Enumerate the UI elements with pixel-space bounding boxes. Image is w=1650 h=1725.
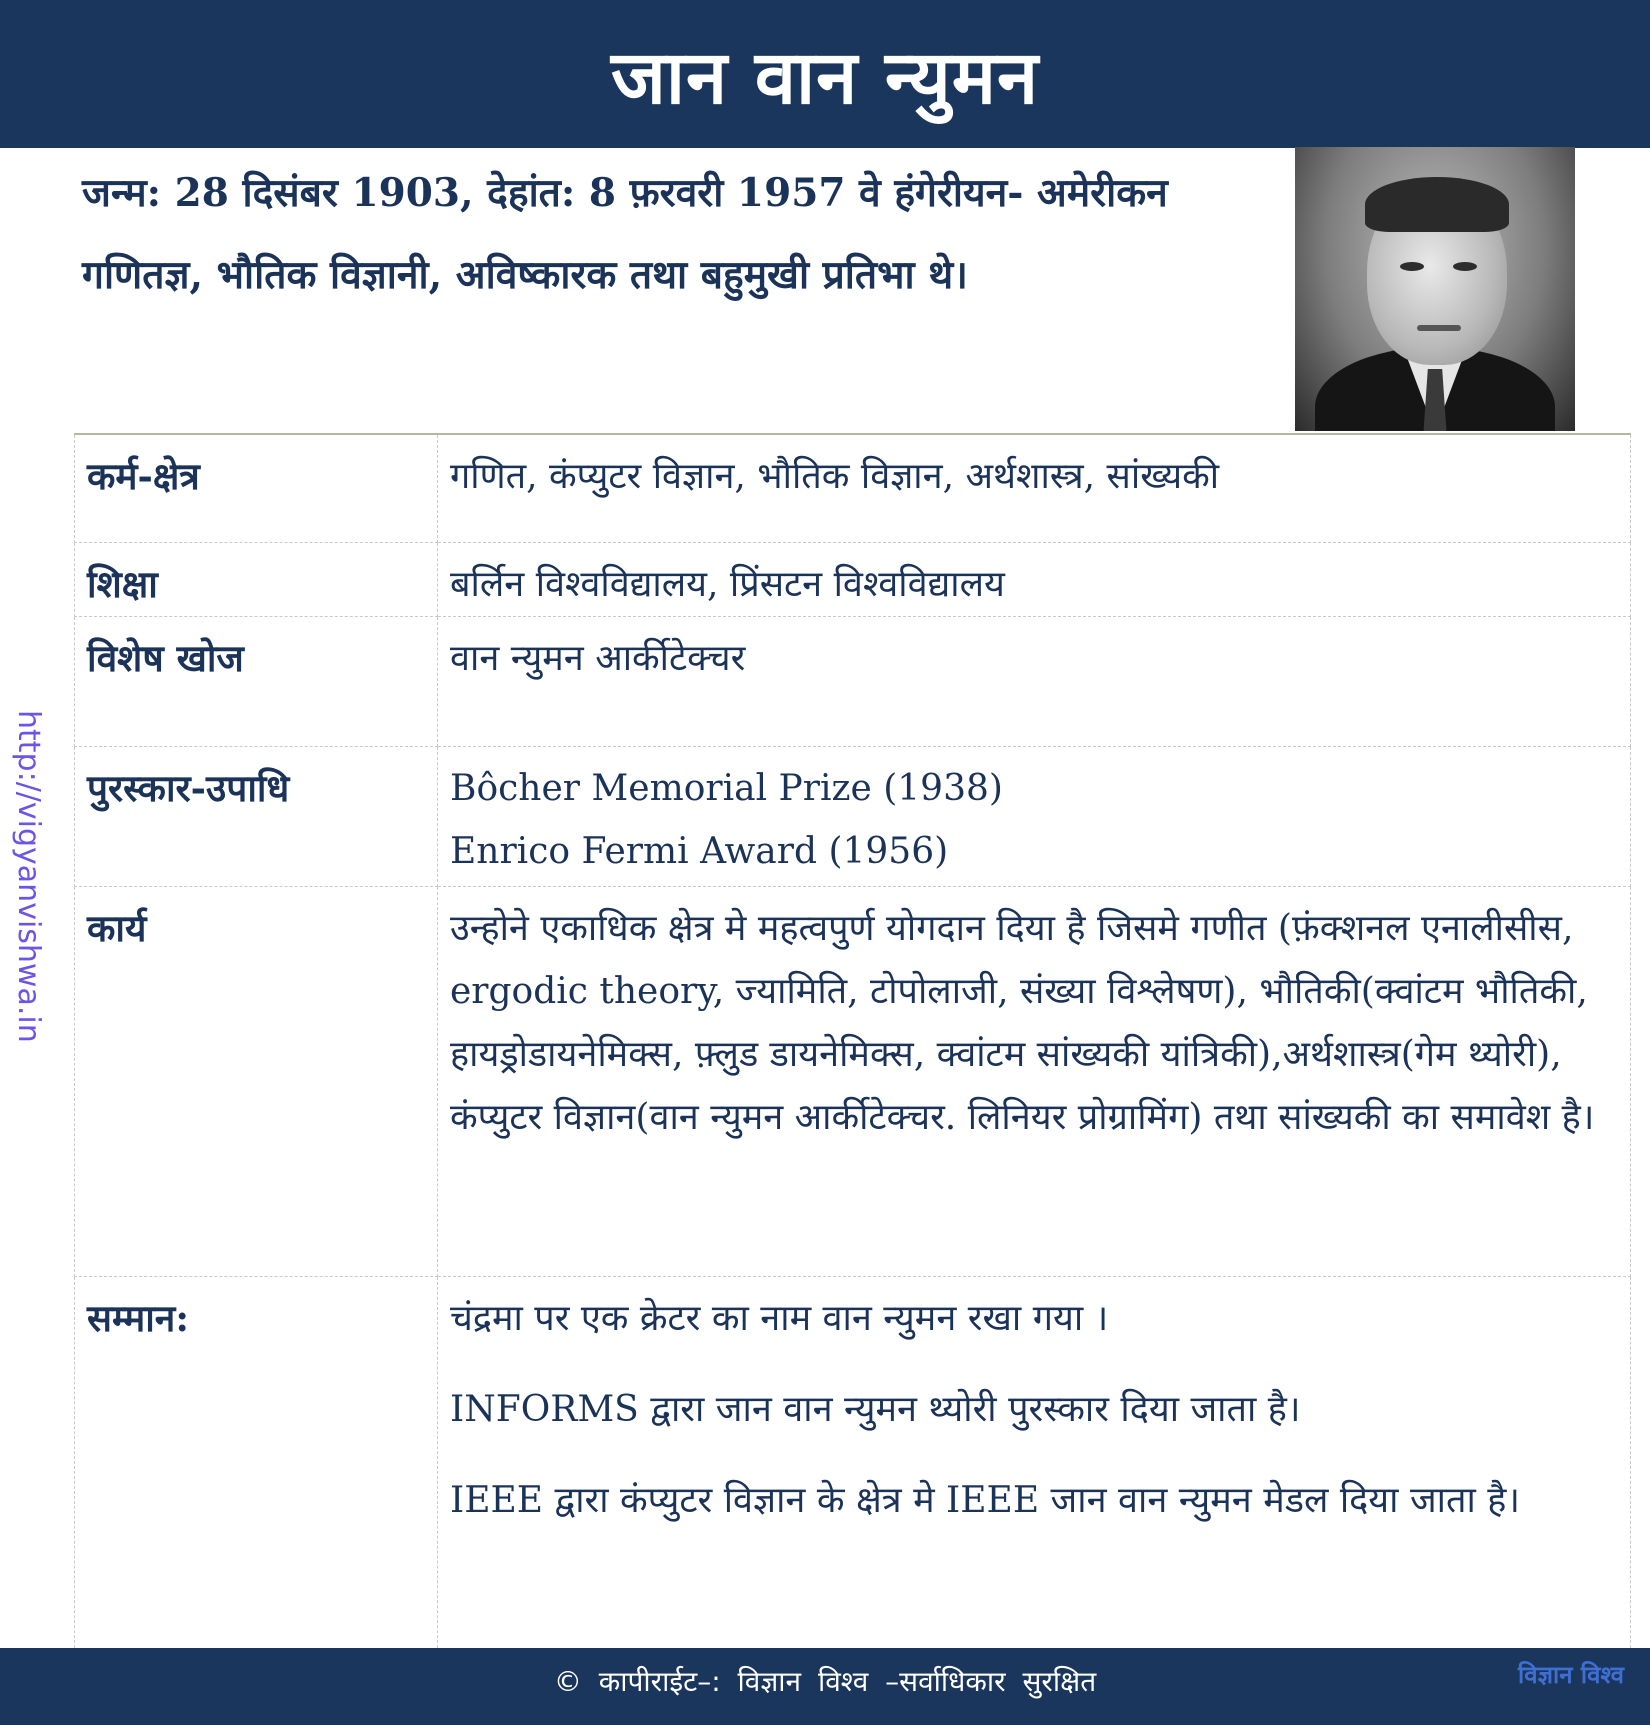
row-value: गणित, कंप्युटर विज्ञान, भौतिक विज्ञान, अर्थशास्त्र, सांख्यकी bbox=[438, 434, 1631, 542]
page-title: जान वान न्युमन bbox=[610, 34, 1040, 121]
table-row-work bbox=[75, 886, 1631, 1276]
copyright-text: © कापीराईट–: विज्ञान विश्व –सर्वाधिकार सुरक्षित bbox=[553, 1665, 1097, 1698]
page-footer bbox=[0, 1648, 1650, 1725]
row-label: कार्य bbox=[75, 886, 438, 1276]
portrait-hair bbox=[1365, 177, 1509, 232]
row-label: सम्मान: bbox=[75, 1276, 438, 1663]
website-url: http://vigyanvishwa.in bbox=[11, 710, 46, 1043]
row-label: पुरस्कार-उपाधि bbox=[75, 746, 438, 886]
table-row-discovery bbox=[75, 616, 1631, 746]
table-row-honors bbox=[75, 1276, 1631, 1663]
table-row-field bbox=[75, 434, 1631, 542]
row-label: शिक्षा bbox=[75, 542, 438, 616]
row-value: बर्लिन विश्वविद्यालय, प्रिंसटन विश्वविद्यालय bbox=[438, 542, 1631, 616]
portrait-eye-right bbox=[1453, 262, 1477, 271]
honor-line: INFORMS द्वारा जान वान न्युमन थ्योरी पुरस्कार दिया जाता है। bbox=[450, 1388, 1301, 1430]
info-table bbox=[74, 433, 1631, 1663]
table-row-education bbox=[75, 542, 1631, 616]
page-header bbox=[0, 0, 1650, 148]
row-label: विशेष खोज bbox=[75, 616, 438, 746]
intro-paragraph: जन्म: 28 दिसंबर 1903, देहांत: 8 फ़रवरी 1957 वे हंगेरीयन- अमेरीकन गणितज्ञ, भौतिक विज्ञानी, अविष्कारक तथा बहुमुखी प्रतिभा थे। bbox=[82, 170, 1168, 298]
award-line: Bôcher Memorial Prize (1938) bbox=[450, 767, 1003, 809]
portrait-eye-left bbox=[1400, 262, 1424, 271]
award-line: Enrico Fermi Award (1956) bbox=[450, 830, 949, 872]
row-value: उन्होने एकाधिक क्षेत्र मे महत्वपुर्ण योगदान दिया है जिसमे गणीत (फ़ंक्शनल एनालीसीस, ergodic theory, ज्यामिति, टोपोलाजी, संख्या विश्लेषण), भौतिकी(क्वांटम भौतिकी, हायड्रोडायनेमिक्स, फ़्लुड डायनेमिक्स, क्वांटम सांख्यकी यांत्रिकी),अर्थशास्त्र(गेम थ्योरी), कंप्युटर विज्ञान(वान न्युमन आर्कीटेक्चर. लिनियर प्रोग्रामिंग) तथा सांख्यकी का समावेश है। bbox=[438, 886, 1631, 1276]
row-label: कर्म-क्षेत्र bbox=[75, 434, 438, 542]
table-row-awards bbox=[75, 746, 1631, 886]
portrait-photo bbox=[1295, 147, 1575, 431]
portrait-mouth bbox=[1417, 325, 1461, 331]
row-value bbox=[438, 1276, 1631, 1663]
brand-logo: विज्ञान विश्व bbox=[1518, 1661, 1624, 1689]
honor-line: चंद्रमा पर एक क्रेटर का नाम वान न्युमन रखा गया । bbox=[450, 1297, 1109, 1339]
row-value bbox=[438, 746, 1631, 886]
row-value: वान न्युमन आर्कीटेक्चर bbox=[438, 616, 1631, 746]
honor-line: IEEE द्वारा कंप्युटर विज्ञान के क्षेत्र मे IEEE जान वान न्युमन मेडल दिया जाता है। bbox=[450, 1479, 1521, 1521]
